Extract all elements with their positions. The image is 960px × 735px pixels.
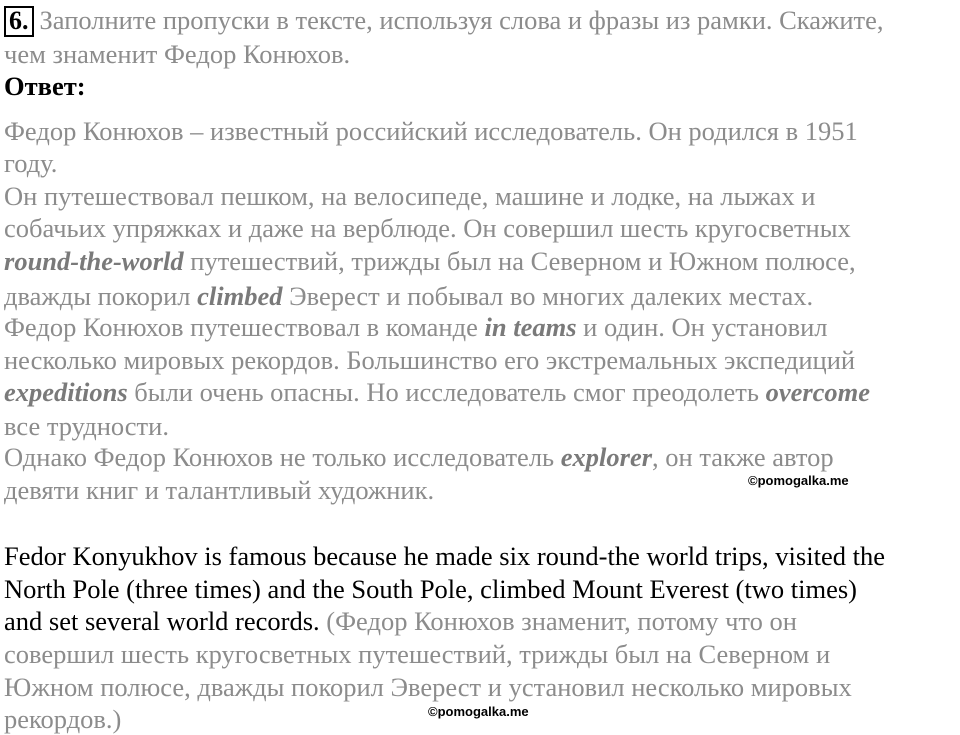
answer-expeditions: expeditions xyxy=(4,377,128,407)
passage-line-6 xyxy=(4,280,813,312)
translation-line-3: Южном полюсе, дважды покорил Эверест и установил несколько мировых xyxy=(4,672,852,702)
answer-overcome: overcome xyxy=(765,377,871,407)
passage-line-2: году. xyxy=(4,148,58,178)
passage-line-10: все трудности. xyxy=(4,411,169,441)
task-line-2: чем знаменит Федор Конюхов. xyxy=(4,39,351,69)
passage-line-4: собачьих упряжках и даже на верблюде. Он совершил шесть кругосветных xyxy=(4,213,851,243)
answer-in-teams: in teams xyxy=(484,312,577,342)
english-line-3 xyxy=(4,605,797,637)
passage-text: Однако Федор Конюхов не только исследователь xyxy=(4,442,561,472)
watermark: ©pomogalka.me xyxy=(428,704,529,719)
translation-line-4: рекордов.) xyxy=(4,704,122,734)
passage-text: были очень опасны. Но исследователь смог преодолеть xyxy=(127,377,766,407)
passage-text: Федор Конюхов путешествовал в команде xyxy=(4,312,485,342)
passage-line-9 xyxy=(4,376,870,408)
passage-line-7 xyxy=(4,311,828,343)
task-number: 6. xyxy=(4,6,34,37)
task-text-1: Заполните пропуски в тексте, используя слова и фразы из рамки. Скажите, xyxy=(39,5,884,35)
translation-line-2: совершил шесть кругосветных путешествий, трижды был на Северном и xyxy=(4,639,831,669)
task-line-1 xyxy=(4,4,884,37)
passage-line-11 xyxy=(4,441,834,473)
passage-line-5 xyxy=(4,245,856,277)
passage-text: и один. Он установил xyxy=(576,312,828,342)
passage-text: , он также автор xyxy=(652,442,834,472)
english-text: and set several world records. xyxy=(4,606,320,636)
passage-line-8: несколько мировых рекордов. Большинство его экстремальных экспедиций xyxy=(4,345,856,375)
english-line-1: Fedor Konyukhov is famous because he made six round-the world trips, visited the xyxy=(4,541,885,571)
passage-line-3: Он путешествовал пешком, на велосипеде, машине и лодке, на лыжах и xyxy=(4,181,816,211)
answer-explorer: explorer xyxy=(560,442,653,472)
watermark: ©pomogalka.me xyxy=(748,473,849,488)
answer-label: Ответ: xyxy=(4,71,86,101)
passage-text: дважды покорил xyxy=(4,281,198,311)
answer-climbed: climbed xyxy=(197,281,283,311)
passage-line-1: Федор Конюхов – известный российский исследователь. Он родился в 1951 xyxy=(4,116,858,146)
translation-text: (Федор Конюхов знаменит, потому что он xyxy=(319,606,797,636)
answer-round-the-world: round-the-world xyxy=(4,246,184,276)
english-line-2: North Pole (three times) and the South Pole, climbed Mount Everest (two times) xyxy=(4,574,857,604)
passage-text: Эверест и побывал во многих далеких местах. xyxy=(282,281,814,311)
passage-text: путешествий, трижды был на Северном и Южном полюсе, xyxy=(183,246,856,276)
passage-line-12: девяти книг и талантливый художник. xyxy=(4,475,435,505)
